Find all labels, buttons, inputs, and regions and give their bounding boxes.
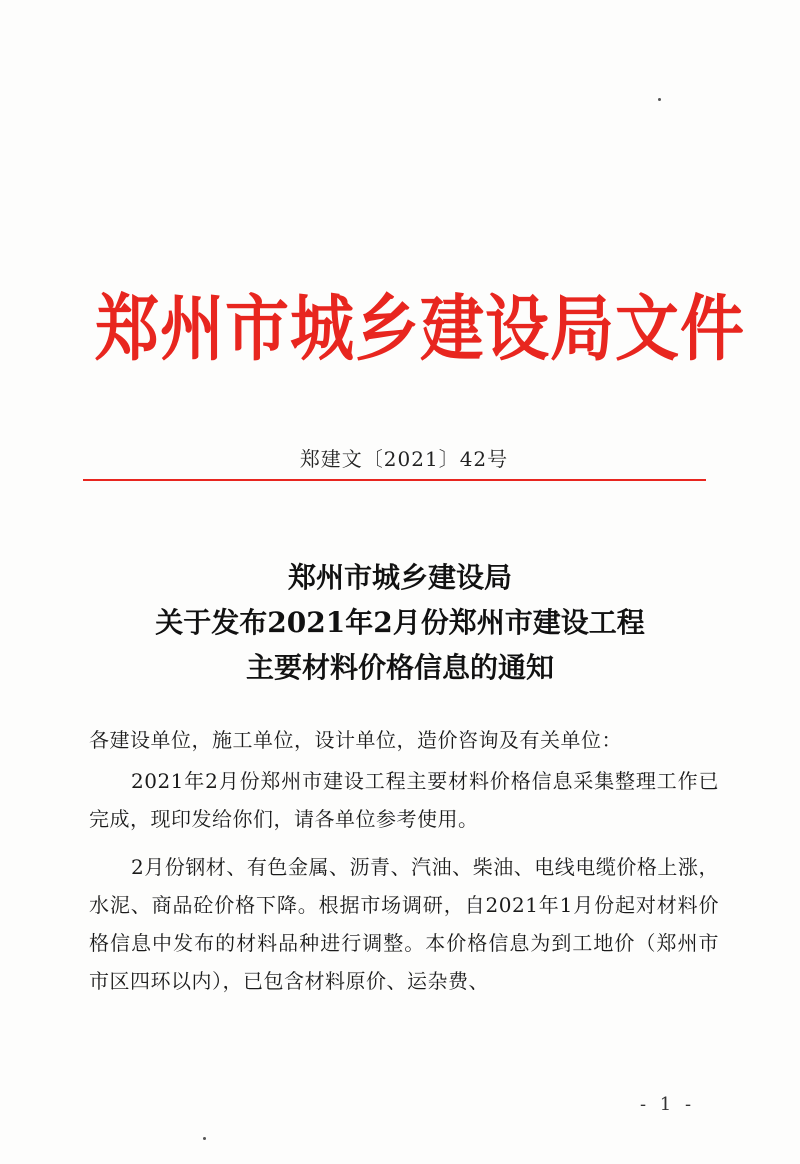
notice-title-line-1: 郑州市城乡建设局 <box>287 561 512 594</box>
issuing-authority-title: 郑州市城乡建设局文件 <box>95 287 745 372</box>
page-number: - 1 - <box>640 1094 696 1115</box>
notice-title-line-2: 关于发布2021年2月份郑州市建设工程 <box>155 606 645 639</box>
scan-speck <box>658 98 661 101</box>
body-paragraph-1: 2021年2月份郑州市建设工程主要材料价格信息采集整理工作已完成，现印发给你们，请各单位参考使用。 <box>89 769 719 831</box>
salutation: 各建设单位，施工单位，设计单位，造价咨询及有关单位： <box>89 728 622 752</box>
scan-speck <box>203 1137 206 1140</box>
notice-title <box>0 555 800 690</box>
notice-title-line-3: 主要材料价格信息的通知 <box>245 651 554 684</box>
body-paragraph-2: 2月份钢材、有色金属、沥青、汽油、柴油、电线电缆价格上涨，水泥、商品砼价格下降。根据市场调研，自2021年1月份起对材料价格信息中发布的材料品种进行调整。本价格信息为到工地价（郑州市市区四环以内），已包含材料原价、运杂费、 <box>89 855 719 993</box>
red-divider-line <box>83 479 706 481</box>
document-number: 郑建文〔2021〕42号 <box>299 447 509 471</box>
